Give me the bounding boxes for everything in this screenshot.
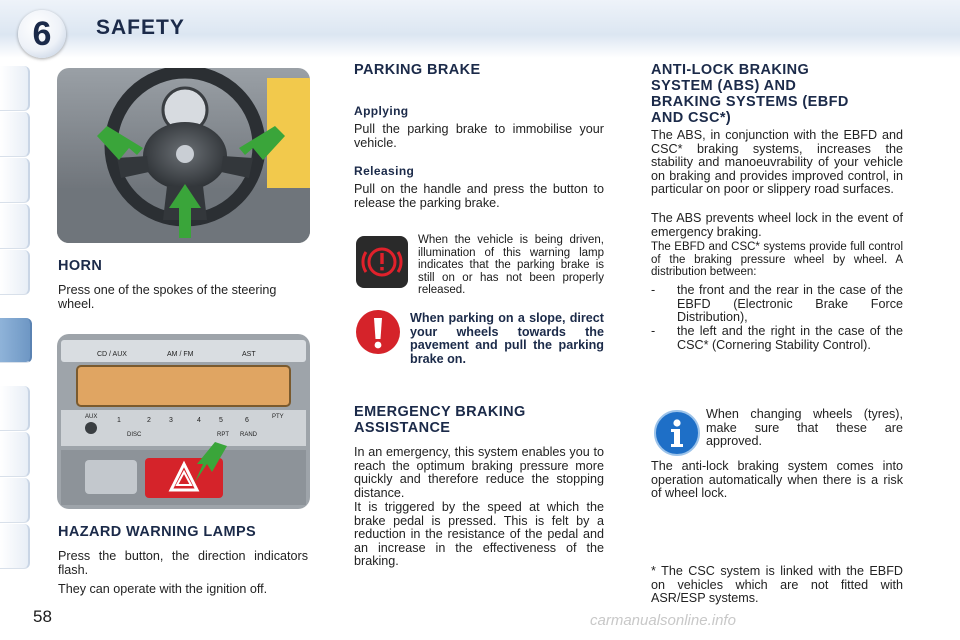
- footer-watermark: carmanualsonline.info: [590, 612, 736, 629]
- panel-label-5: 5: [219, 417, 223, 424]
- page-number: 58: [33, 607, 52, 626]
- panel-label-1: 1: [117, 417, 121, 424]
- applying-title: Applying: [354, 104, 409, 118]
- chapter-tab-10[interactable]: [0, 524, 30, 569]
- abs-text-1: The ABS, in conjunction with the EBFD and CSC* braking systems, increases the stability and manoeuvrability of your vehicle on braking and provides improved control, in particular on poor or slippery road surfaces.: [651, 128, 903, 197]
- brake-warning-lamp-icon: [356, 236, 408, 288]
- steering-wheel-picture: [57, 68, 310, 243]
- panel-label-aux: AUX: [85, 414, 98, 420]
- abs-list-item-2: - the left and the right in the case of the CSC* (Cornering Stability Control).: [651, 324, 903, 352]
- hazard-text-2: They can operate with the ignition off.: [58, 582, 268, 596]
- chapter-tab-8[interactable]: [0, 432, 30, 477]
- chapter-tab-7[interactable]: [0, 386, 30, 431]
- hazard-title: HAZARD WARNING LAMPS: [58, 524, 257, 540]
- emergency-braking-text-1: In an emergency, this system enables you to reach the optimum braking pressure more quickly and therefore reduce the stopping distance.: [354, 445, 604, 500]
- warning-lamp-text: When the vehicle is being driven, illumination of this warning lamp indicates that the parking brake is still on or has not been properly released.: [418, 234, 604, 297]
- emergency-braking-title: EMERGENCY BRAKING ASSISTANCE: [354, 404, 526, 436]
- panel-label-pty: PTY: [272, 414, 284, 420]
- slope-warning-text: When parking on a slope, direct your wheels towards the pavement and pull the parking brake on.: [410, 311, 604, 366]
- panel-label-6: 6: [245, 417, 249, 424]
- panel-label-4: 4: [197, 417, 201, 424]
- info-text: When changing wheels (tyres), make sure that these are approved.: [706, 407, 903, 449]
- chapter-badge: 6: [18, 10, 66, 58]
- steering-wheel-illustration: [57, 68, 310, 243]
- applying-text: Pull the parking brake to immobilise your vehicle.: [354, 122, 604, 150]
- panel-label-ast: AST: [242, 351, 256, 358]
- abs-text-4: The anti-lock braking system comes into operation automatically when there is a risk of wheel lock.: [651, 459, 903, 501]
- horn-title: HORN: [58, 258, 103, 274]
- chapter-tab-9[interactable]: [0, 478, 30, 523]
- abs-text-3: The EBFD and CSC* systems provide full control of the braking pressure wheel by wheel. A distribution between:: [651, 241, 903, 279]
- chapter-tab-5[interactable]: [0, 250, 30, 295]
- chapter-tabs: [0, 60, 34, 580]
- releasing-text: Pull on the handle and press the button to release the parking brake.: [354, 182, 604, 210]
- emergency-braking-text-2: It is triggered by the speed at which the brake pedal is pressed. This is felt by a reduction in the resistance of the pedal and an increase in the effectiveness of the braking.: [354, 500, 604, 569]
- panel-label-disc: DISC: [127, 432, 142, 438]
- horn-text: Press one of the spokes of the steering wheel.: [58, 283, 277, 311]
- hazard-switch-picture: [57, 334, 310, 509]
- chapter-tab-4[interactable]: [0, 204, 30, 249]
- abs-footnote: * The CSC system is linked with the EBFD on vehicles which are not fitted with ASR/ESP systems.: [651, 564, 903, 606]
- abs-title: ANTI-LOCK BRAKING SYSTEM (ABS) AND BRAKING SYSTEMS (EBFD AND CSC*): [651, 62, 849, 126]
- exclamation-warning-icon: [356, 310, 400, 354]
- dashboard-panel-illustration: [57, 334, 310, 509]
- hazard-text-1: Press the button, the direction indicators flash.: [58, 549, 308, 577]
- releasing-title: Releasing: [354, 164, 415, 178]
- panel-label-am-fm: AM / FM: [167, 351, 194, 358]
- panel-label-rpt: RPT: [217, 432, 229, 438]
- chapter-tab-1[interactable]: [0, 66, 30, 111]
- parking-brake-title: PARKING BRAKE: [354, 62, 481, 78]
- chapter-tab-6-active[interactable]: [0, 318, 32, 363]
- section-title: SAFETY: [96, 16, 185, 39]
- panel-label-3: 3: [169, 417, 173, 424]
- panel-label-rand: RAND: [240, 432, 258, 438]
- panel-label-cd-aux: CD / AUX: [97, 351, 127, 358]
- abs-text-2: The ABS prevents wheel lock in the event of emergency braking.: [651, 211, 903, 239]
- chapter-tab-2[interactable]: [0, 112, 30, 157]
- abs-list-item-1: - the front and the rear in the case of the EBFD (Electronic Brake Force Distribution),: [651, 283, 903, 325]
- chapter-tab-3[interactable]: [0, 158, 30, 203]
- info-icon: [654, 410, 700, 456]
- panel-label-2: 2: [147, 417, 151, 424]
